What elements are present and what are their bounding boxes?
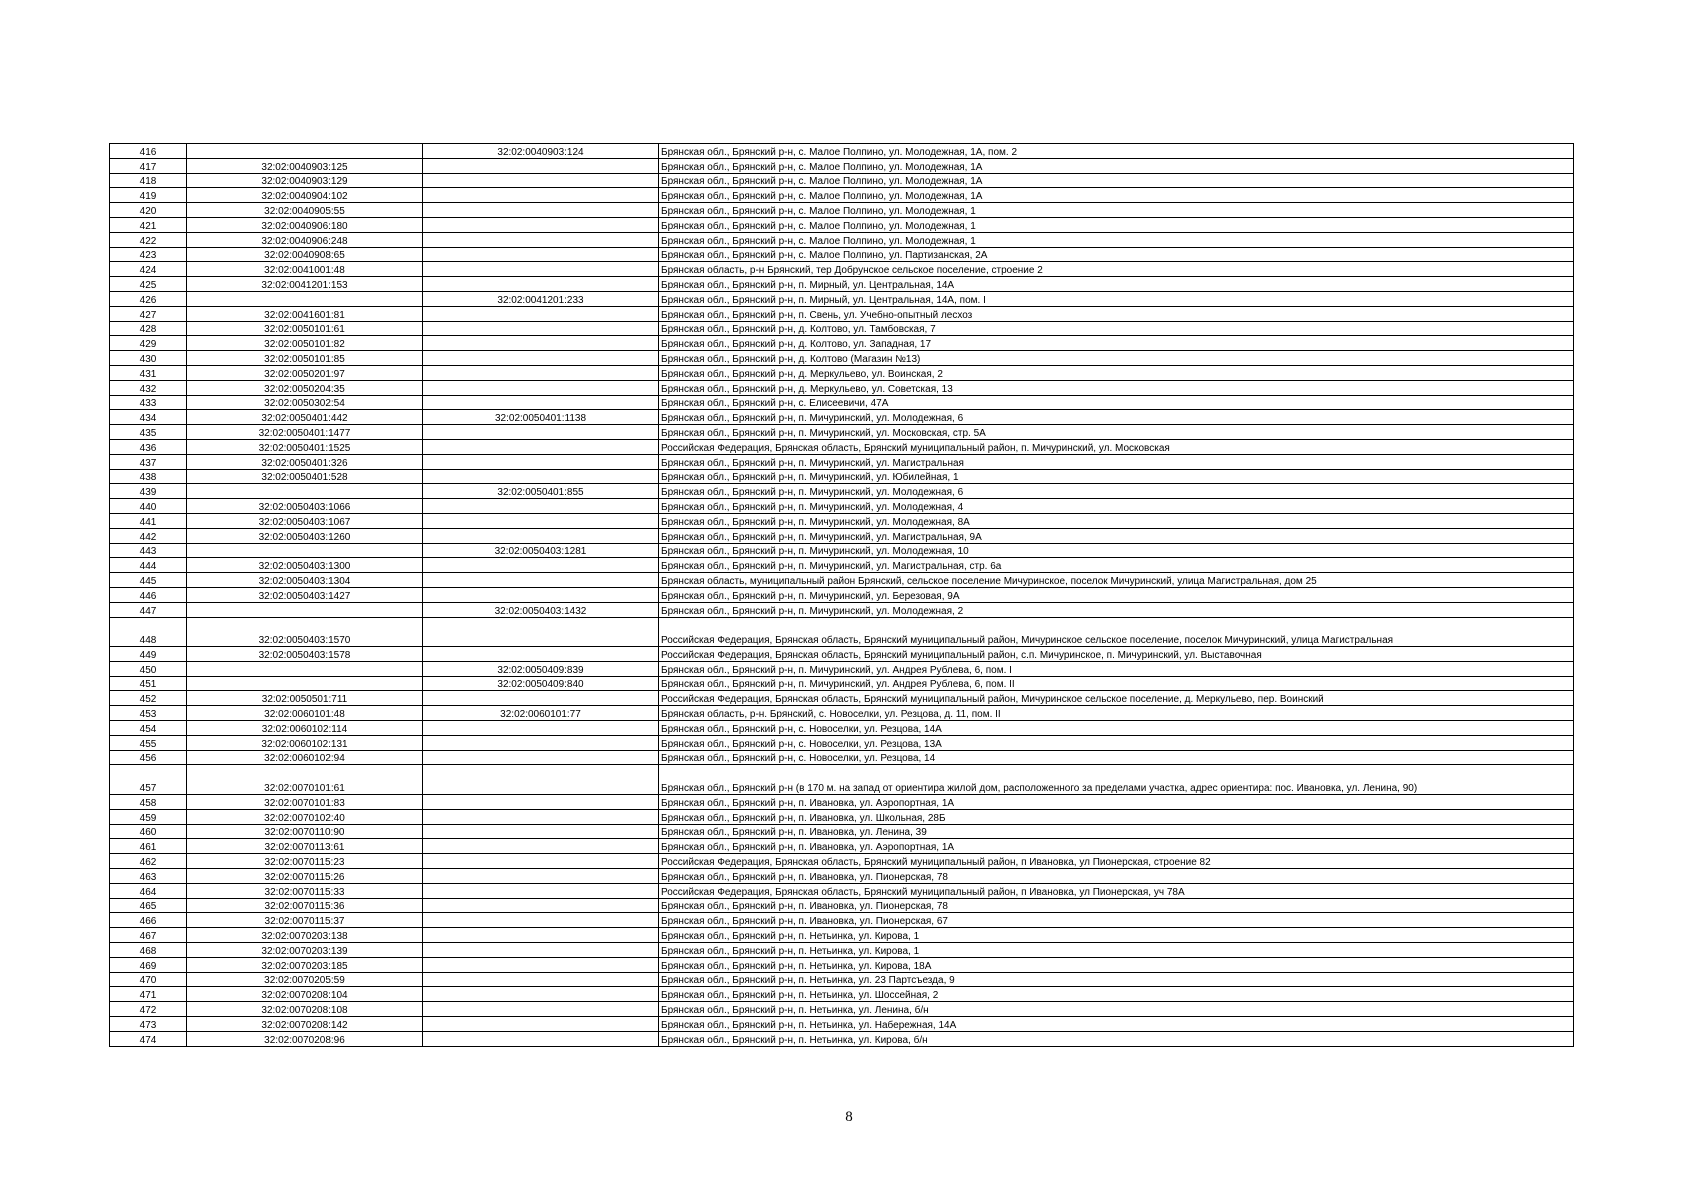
- row-number-cell: 432: [110, 380, 187, 395]
- table-row: [110, 262, 1574, 277]
- cadastral-number-cell: 32:02:0070113:61: [187, 839, 423, 854]
- address-cell: Брянская обл., Брянский р-н, п. Мичуринский, ул. Юбилейная, 1: [659, 469, 1574, 484]
- cadastral-number-cell: 32:02:0060102:114: [187, 721, 423, 736]
- address-cell: Брянская обл., Брянский р-н, п. Нетьинка, ул. Кирова, 1: [659, 928, 1574, 943]
- address-cell: Брянская обл., Брянский р-н, с. Малое Полпино, ул. Молодежная, 1: [659, 232, 1574, 247]
- table-row: [110, 869, 1574, 884]
- table-row: [110, 972, 1574, 987]
- row-number-cell: 447: [110, 602, 187, 617]
- row-number-cell: 419: [110, 188, 187, 203]
- cadastral-number-cell: 32:02:0070208:96: [187, 1031, 423, 1046]
- table-row: [110, 380, 1574, 395]
- row-number-cell: 427: [110, 306, 187, 321]
- building-cadastral-number-cell: [423, 247, 659, 262]
- address-cell: Брянская обл., Брянский р-н, п. Мичуринский, ул. Магистральная, 9А: [659, 528, 1574, 543]
- table-row: [110, 543, 1574, 558]
- building-cadastral-number-cell: [423, 232, 659, 247]
- address-cell: Брянская обл., Брянский р-н, п. Мичуринский, ул. Андрея Рублева, 6, пом. II: [659, 676, 1574, 691]
- building-cadastral-number-cell: [423, 203, 659, 218]
- address-cell: Брянская обл., Брянский р-н, п. Мичуринский, ул. Молодежная, 6: [659, 484, 1574, 499]
- address-cell: Брянская обл., Брянский р-н, д. Колтово (Магазин №13): [659, 351, 1574, 366]
- table-row: [110, 987, 1574, 1002]
- building-cadastral-number-cell: [423, 217, 659, 232]
- address-cell: Брянская обл., Брянский р-н, п. Мичуринский, ул. Березовая, 9А: [659, 587, 1574, 602]
- table-row: [110, 602, 1574, 617]
- row-number-cell: 445: [110, 573, 187, 588]
- row-number-cell: 458: [110, 795, 187, 810]
- cadastral-number-cell: 32:02:0070115:26: [187, 869, 423, 884]
- cadastral-number-cell: 32:02:0050302:54: [187, 395, 423, 410]
- row-number-cell: 439: [110, 484, 187, 499]
- building-cadastral-number-cell: [423, 721, 659, 736]
- table-row: [110, 173, 1574, 188]
- address-cell: Брянская обл., Брянский р-н, п. Нетьинка, ул. 23 Партсъезда, 9: [659, 972, 1574, 987]
- building-cadastral-number-cell: 32:02:0040903:124: [423, 144, 659, 159]
- building-cadastral-number-cell: [423, 277, 659, 292]
- row-number-cell: 426: [110, 291, 187, 306]
- cadastral-number-cell: [187, 291, 423, 306]
- cadastral-number-cell: 32:02:0070203:138: [187, 928, 423, 943]
- cadastral-number-cell: 32:02:0050101:82: [187, 336, 423, 351]
- address-cell: Российская Федерация, Брянская область, Брянский муниципальный район, с.п. Мичуринское, п. Мичуринский, ул. Выставочная: [659, 647, 1574, 662]
- cadastral-number-cell: 32:02:0070101:61: [187, 765, 423, 795]
- address-cell: Брянская обл., Брянский р-н, с. Елисеевичи, 47А: [659, 395, 1574, 410]
- address-cell: Брянская обл., Брянский р-н, п. Ивановка, ул. Аэропортная, 1А: [659, 795, 1574, 810]
- table-row: [110, 661, 1574, 676]
- table-row: [110, 306, 1574, 321]
- cadastral-number-cell: 32:02:0050101:85: [187, 351, 423, 366]
- address-cell: Российская Федерация, Брянская область, Брянский муниципальный район, п Ивановка, ул Пионерская, уч 78А: [659, 883, 1574, 898]
- table-row: [110, 158, 1574, 173]
- cadastral-number-cell: 32:02:0050401:1525: [187, 439, 423, 454]
- address-cell: Брянская обл., Брянский р-н, п. Свень, ул. Учебно-опытный лесхоз: [659, 306, 1574, 321]
- row-number-cell: 456: [110, 750, 187, 765]
- table-row: [110, 617, 1574, 647]
- row-number-cell: 454: [110, 721, 187, 736]
- table-row: [110, 928, 1574, 943]
- building-cadastral-number-cell: [423, 587, 659, 602]
- table-row: [110, 469, 1574, 484]
- row-number-cell: 436: [110, 439, 187, 454]
- building-cadastral-number-cell: [423, 558, 659, 573]
- cadastral-number-cell: 32:02:0040905:55: [187, 203, 423, 218]
- cadastral-number-cell: 32:02:0050101:61: [187, 321, 423, 336]
- building-cadastral-number-cell: [423, 765, 659, 795]
- address-cell: Брянская обл., Брянский р-н, с. Новоселки, ул. Резцова, 14: [659, 750, 1574, 765]
- address-cell: Брянская обл., Брянский р-н, д. Меркульево, ул. Советская, 13: [659, 380, 1574, 395]
- address-cell: Брянская обл., Брянский р-н, п. Мичуринский, ул. Молодежная, 10: [659, 543, 1574, 558]
- row-number-cell: 448: [110, 617, 187, 647]
- cadastral-number-cell: 32:02:0050403:1066: [187, 499, 423, 514]
- address-cell: Брянская обл., Брянский р-н, п. Мичуринский, ул. Молодежная, 8А: [659, 513, 1574, 528]
- cadastral-number-cell: 32:02:0070110:90: [187, 824, 423, 839]
- row-number-cell: 424: [110, 262, 187, 277]
- row-number-cell: 418: [110, 173, 187, 188]
- row-number-cell: 442: [110, 528, 187, 543]
- address-cell: Брянская обл., Брянский р-н, с. Малое Полпино, ул. Молодежная, 1А: [659, 158, 1574, 173]
- table-row: [110, 824, 1574, 839]
- cadastral-number-cell: 32:02:0050403:1427: [187, 587, 423, 602]
- building-cadastral-number-cell: [423, 336, 659, 351]
- table-row: [110, 795, 1574, 810]
- building-cadastral-number-cell: 32:02:0050403:1281: [423, 543, 659, 558]
- property-table-body: [110, 144, 1574, 1047]
- building-cadastral-number-cell: [423, 1002, 659, 1017]
- row-number-cell: 431: [110, 365, 187, 380]
- building-cadastral-number-cell: [423, 528, 659, 543]
- address-cell: Брянская обл., Брянский р-н, с. Малое Полпино, ул. Молодежная, 1: [659, 203, 1574, 218]
- cadastral-number-cell: 32:02:0050401:326: [187, 454, 423, 469]
- cadastral-number-cell: 32:02:0040904:102: [187, 188, 423, 203]
- table-row: [110, 943, 1574, 958]
- cadastral-number-cell: 32:02:0070203:139: [187, 943, 423, 958]
- row-number-cell: 440: [110, 499, 187, 514]
- address-cell: Брянская обл., Брянский р-н, с. Малое Полпино, ул. Молодежная, 1: [659, 217, 1574, 232]
- address-cell: Брянская область, р-н Брянский, тер Добрунское сельское поселение, строение 2: [659, 262, 1574, 277]
- building-cadastral-number-cell: [423, 883, 659, 898]
- address-cell: Брянская обл., Брянский р-н, с. Малое Полпино, ул. Молодежная, 1А: [659, 173, 1574, 188]
- table-row: [110, 188, 1574, 203]
- cadastral-number-cell: 32:02:0070115:36: [187, 898, 423, 913]
- building-cadastral-number-cell: [423, 513, 659, 528]
- cadastral-number-cell: 32:02:0070115:33: [187, 883, 423, 898]
- address-cell: Брянская обл., Брянский р-н, д. Колтово, ул. Западная, 17: [659, 336, 1574, 351]
- address-cell: Брянская обл., Брянский р-н, п. Мирный, ул. Центральная, 14А: [659, 277, 1574, 292]
- row-number-cell: 455: [110, 735, 187, 750]
- building-cadastral-number-cell: 32:02:0050409:840: [423, 676, 659, 691]
- row-number-cell: 444: [110, 558, 187, 573]
- address-cell: Брянская область, муниципальный район Брянский, сельское поселение Мичуринское, поселок Мичуринский, улица Магистральная, дом 25: [659, 573, 1574, 588]
- cadastral-number-cell: 32:02:0070102:40: [187, 809, 423, 824]
- address-cell: Брянская обл., Брянский р-н, п. Мичуринский, ул. Молодежная, 6: [659, 410, 1574, 425]
- address-cell: Российская Федерация, Брянская область, Брянский муниципальный район, п Ивановка, ул Пионерская, строение 82: [659, 854, 1574, 869]
- row-number-cell: 463: [110, 869, 187, 884]
- row-number-cell: 451: [110, 676, 187, 691]
- row-number-cell: 471: [110, 987, 187, 1002]
- row-number-cell: 434: [110, 410, 187, 425]
- table-row: [110, 232, 1574, 247]
- building-cadastral-number-cell: [423, 869, 659, 884]
- table-row: [110, 1017, 1574, 1032]
- table-row: [110, 647, 1574, 662]
- building-cadastral-number-cell: [423, 898, 659, 913]
- address-cell: Брянская обл., Брянский р-н, с. Малое Полпино, ул. Молодежная, 1А, пом. 2: [659, 144, 1574, 159]
- row-number-cell: 450: [110, 661, 187, 676]
- cadastral-number-cell: 32:02:0050403:1570: [187, 617, 423, 647]
- row-number-cell: 437: [110, 454, 187, 469]
- building-cadastral-number-cell: [423, 173, 659, 188]
- cadastral-number-cell: 32:02:0070115:37: [187, 913, 423, 928]
- address-cell: Брянская обл., Брянский р-н, п. Ивановка, ул. Аэропортная, 1А: [659, 839, 1574, 854]
- address-cell: Брянская обл., Брянский р-н, п. Мичуринский, ул. Магистральная: [659, 454, 1574, 469]
- address-cell: Российская Федерация, Брянская область, Брянский муниципальный район, п. Мичуринский, ул. Московская: [659, 439, 1574, 454]
- address-cell: Брянская обл., Брянский р-н, п. Нетьинка, ул. Ленина, б/н: [659, 1002, 1574, 1017]
- row-number-cell: 417: [110, 158, 187, 173]
- table-row: [110, 217, 1574, 232]
- row-number-cell: 425: [110, 277, 187, 292]
- table-row: [110, 898, 1574, 913]
- table-row: [110, 735, 1574, 750]
- cadastral-number-cell: 32:02:0050403:1067: [187, 513, 423, 528]
- cadastral-number-cell: [187, 144, 423, 159]
- row-number-cell: 416: [110, 144, 187, 159]
- address-cell: Брянская обл., Брянский р-н, п. Ивановка, ул. Пионерская, 67: [659, 913, 1574, 928]
- row-number-cell: 449: [110, 647, 187, 662]
- building-cadastral-number-cell: [423, 1031, 659, 1046]
- cadastral-number-cell: [187, 676, 423, 691]
- address-cell: Брянская обл., Брянский р-н, п. Ивановка, ул. Пионерская, 78: [659, 898, 1574, 913]
- table-row: [110, 913, 1574, 928]
- table-row: [110, 765, 1574, 795]
- building-cadastral-number-cell: [423, 987, 659, 1002]
- cadastral-number-cell: 32:02:0070101:83: [187, 795, 423, 810]
- cadastral-number-cell: 32:02:0050401:528: [187, 469, 423, 484]
- row-number-cell: 472: [110, 1002, 187, 1017]
- building-cadastral-number-cell: [423, 306, 659, 321]
- row-number-cell: 469: [110, 957, 187, 972]
- table-row: [110, 587, 1574, 602]
- table-row: [110, 721, 1574, 736]
- table-row: [110, 395, 1574, 410]
- building-cadastral-number-cell: [423, 573, 659, 588]
- cadastral-number-cell: 32:02:0050401:442: [187, 410, 423, 425]
- cadastral-number-cell: 32:02:0050403:1300: [187, 558, 423, 573]
- table-row: [110, 809, 1574, 824]
- address-cell: Брянская обл., Брянский р-н, с. Новоселки, ул. Резцова, 13А: [659, 735, 1574, 750]
- building-cadastral-number-cell: [423, 617, 659, 647]
- cadastral-number-cell: [187, 484, 423, 499]
- table-row: [110, 321, 1574, 336]
- building-cadastral-number-cell: [423, 957, 659, 972]
- row-number-cell: 462: [110, 854, 187, 869]
- address-cell: Брянская обл., Брянский р-н, п. Ивановка, ул. Пионерская, 78: [659, 869, 1574, 884]
- table-row: [110, 706, 1574, 721]
- address-cell: Брянская обл., Брянский р-н, п. Нетьинка, ул. Кирова, 18А: [659, 957, 1574, 972]
- address-cell: Брянская обл., Брянский р-н, п. Мичуринский, ул. Молодежная, 4: [659, 499, 1574, 514]
- row-number-cell: 473: [110, 1017, 187, 1032]
- table-row: [110, 410, 1574, 425]
- row-number-cell: 429: [110, 336, 187, 351]
- row-number-cell: 461: [110, 839, 187, 854]
- cadastral-number-cell: 32:02:0040903:125: [187, 158, 423, 173]
- row-number-cell: 464: [110, 883, 187, 898]
- row-number-cell: 468: [110, 943, 187, 958]
- building-cadastral-number-cell: 32:02:0050403:1432: [423, 602, 659, 617]
- building-cadastral-number-cell: [423, 380, 659, 395]
- table-row: [110, 1002, 1574, 1017]
- address-cell: Брянская обл., Брянский р-н, п. Нетьинка, ул. Набережная, 14А: [659, 1017, 1574, 1032]
- address-cell: Брянская обл., Брянский р-н, д. Меркульево, ул. Воинская, 2: [659, 365, 1574, 380]
- cadastral-number-cell: 32:02:0040906:248: [187, 232, 423, 247]
- table-row: [110, 499, 1574, 514]
- row-number-cell: 453: [110, 706, 187, 721]
- building-cadastral-number-cell: [423, 469, 659, 484]
- row-number-cell: 430: [110, 351, 187, 366]
- building-cadastral-number-cell: [423, 824, 659, 839]
- row-number-cell: 422: [110, 232, 187, 247]
- building-cadastral-number-cell: [423, 735, 659, 750]
- building-cadastral-number-cell: [423, 647, 659, 662]
- address-cell: Брянская обл., Брянский р-н (в 170 м. на запад от ориентира жилой дом, расположенного за пределами участка, адрес ориентира: пос. Ивановка, ул. Ленина, 90): [659, 765, 1574, 795]
- address-cell: Брянская обл., Брянский р-н, с. Новоселки, ул. Резцова, 14А: [659, 721, 1574, 736]
- building-cadastral-number-cell: [423, 913, 659, 928]
- row-number-cell: 435: [110, 425, 187, 440]
- row-number-cell: 428: [110, 321, 187, 336]
- building-cadastral-number-cell: [423, 439, 659, 454]
- table-row: [110, 277, 1574, 292]
- cadastral-number-cell: 32:02:0040903:129: [187, 173, 423, 188]
- table-row: [110, 144, 1574, 159]
- cadastral-number-cell: 32:02:0050204:35: [187, 380, 423, 395]
- building-cadastral-number-cell: [423, 321, 659, 336]
- row-number-cell: 421: [110, 217, 187, 232]
- cadastral-number-cell: [187, 661, 423, 676]
- cadastral-number-cell: 32:02:0070115:23: [187, 854, 423, 869]
- address-cell: Брянская область, р-н. Брянский, с. Новоселки, ул. Резцова, д. 11, пом. II: [659, 706, 1574, 721]
- table-row: [110, 336, 1574, 351]
- row-number-cell: 457: [110, 765, 187, 795]
- building-cadastral-number-cell: [423, 395, 659, 410]
- cadastral-number-cell: 32:02:0050201:97: [187, 365, 423, 380]
- address-cell: Брянская обл., Брянский р-н, п. Нетьинка, ул. Шоссейная, 2: [659, 987, 1574, 1002]
- table-row: [110, 439, 1574, 454]
- table-row: [110, 676, 1574, 691]
- building-cadastral-number-cell: 32:02:0050401:855: [423, 484, 659, 499]
- table-row: [110, 247, 1574, 262]
- cadastral-number-cell: 32:02:0041601:81: [187, 306, 423, 321]
- table-row: [110, 203, 1574, 218]
- building-cadastral-number-cell: [423, 454, 659, 469]
- address-cell: Брянская обл., Брянский р-н, п. Нетьинка, ул. Кирова, б/н: [659, 1031, 1574, 1046]
- row-number-cell: 467: [110, 928, 187, 943]
- building-cadastral-number-cell: [423, 1017, 659, 1032]
- row-number-cell: 460: [110, 824, 187, 839]
- building-cadastral-number-cell: [423, 928, 659, 943]
- page-number: 8: [845, 1109, 853, 1125]
- address-cell: Брянская обл., Брянский р-н, д. Колтово, ул. Тамбовская, 7: [659, 321, 1574, 336]
- row-number-cell: 438: [110, 469, 187, 484]
- address-cell: Российская Федерация, Брянская область, Брянский муниципальный район, Мичуринское сельское поселение, д. Меркульево, пер. Воинский: [659, 691, 1574, 706]
- building-cadastral-number-cell: [423, 262, 659, 277]
- cadastral-number-cell: 32:02:0050403:1304: [187, 573, 423, 588]
- address-cell: Брянская обл., Брянский р-н, п. Мирный, ул. Центральная, 14А, пом. I: [659, 291, 1574, 306]
- building-cadastral-number-cell: [423, 854, 659, 869]
- building-cadastral-number-cell: [423, 691, 659, 706]
- cadastral-number-cell: 32:02:0040906:180: [187, 217, 423, 232]
- cadastral-number-cell: 32:02:0070205:59: [187, 972, 423, 987]
- table-row: [110, 513, 1574, 528]
- table-row: [110, 573, 1574, 588]
- cadastral-number-cell: 32:02:0060101:48: [187, 706, 423, 721]
- cadastral-number-cell: 32:02:0060102:94: [187, 750, 423, 765]
- building-cadastral-number-cell: [423, 365, 659, 380]
- table-row: [110, 750, 1574, 765]
- building-cadastral-number-cell: [423, 839, 659, 854]
- address-cell: Брянская обл., Брянский р-н, с. Малое Полпино, ул. Партизанская, 2А: [659, 247, 1574, 262]
- row-number-cell: 420: [110, 203, 187, 218]
- table-row: [110, 351, 1574, 366]
- table-row: [110, 528, 1574, 543]
- cadastral-number-cell: 32:02:0041001:48: [187, 262, 423, 277]
- property-table: [109, 143, 1574, 1047]
- cadastral-number-cell: 32:02:0050403:1578: [187, 647, 423, 662]
- table-row: [110, 691, 1574, 706]
- address-cell: Брянская обл., Брянский р-н, п. Ивановка, ул. Ленина, 39: [659, 824, 1574, 839]
- address-cell: Брянская обл., Брянский р-н, п. Мичуринский, ул. Московская, стр. 5А: [659, 425, 1574, 440]
- cadastral-number-cell: 32:02:0060102:131: [187, 735, 423, 750]
- row-number-cell: 466: [110, 913, 187, 928]
- table-row: [110, 558, 1574, 573]
- cadastral-number-cell: 32:02:0070208:142: [187, 1017, 423, 1032]
- cadastral-number-cell: 32:02:0070203:185: [187, 957, 423, 972]
- address-cell: Российская Федерация, Брянская область, Брянский муниципальный район, Мичуринское сельское поселение, поселок Мичуринский, улица Магистральная: [659, 617, 1574, 647]
- building-cadastral-number-cell: [423, 158, 659, 173]
- building-cadastral-number-cell: [423, 750, 659, 765]
- address-cell: Брянская обл., Брянский р-н, п. Нетьинка, ул. Кирова, 1: [659, 943, 1574, 958]
- table-row: [110, 365, 1574, 380]
- table-row: [110, 854, 1574, 869]
- cadastral-number-cell: 32:02:0070208:108: [187, 1002, 423, 1017]
- cadastral-number-cell: 32:02:0070208:104: [187, 987, 423, 1002]
- building-cadastral-number-cell: [423, 499, 659, 514]
- row-number-cell: 465: [110, 898, 187, 913]
- row-number-cell: 441: [110, 513, 187, 528]
- row-number-cell: 470: [110, 972, 187, 987]
- building-cadastral-number-cell: [423, 809, 659, 824]
- cadastral-number-cell: 32:02:0041201:153: [187, 277, 423, 292]
- building-cadastral-number-cell: 32:02:0050401:1138: [423, 410, 659, 425]
- address-cell: Брянская обл., Брянский р-н, п. Мичуринский, ул. Молодежная, 2: [659, 602, 1574, 617]
- cadastral-number-cell: [187, 602, 423, 617]
- row-number-cell: 474: [110, 1031, 187, 1046]
- building-cadastral-number-cell: 32:02:0050409:839: [423, 661, 659, 676]
- table-row: [110, 484, 1574, 499]
- building-cadastral-number-cell: [423, 351, 659, 366]
- cadastral-number-cell: 32:02:0050403:1260: [187, 528, 423, 543]
- building-cadastral-number-cell: 32:02:0060101:77: [423, 706, 659, 721]
- row-number-cell: 446: [110, 587, 187, 602]
- building-cadastral-number-cell: [423, 943, 659, 958]
- table-row: [110, 957, 1574, 972]
- cadastral-number-cell: 32:02:0050501:711: [187, 691, 423, 706]
- building-cadastral-number-cell: 32:02:0041201:233: [423, 291, 659, 306]
- address-cell: Брянская обл., Брянский р-н, п. Мичуринский, ул. Магистральная, стр. 6а: [659, 558, 1574, 573]
- address-cell: Брянская обл., Брянский р-н, п. Мичуринский, ул. Андрея Рублева, 6, пом. I: [659, 661, 1574, 676]
- building-cadastral-number-cell: [423, 188, 659, 203]
- row-number-cell: 452: [110, 691, 187, 706]
- building-cadastral-number-cell: [423, 972, 659, 987]
- table-row: [110, 425, 1574, 440]
- cadastral-number-cell: 32:02:0040908:65: [187, 247, 423, 262]
- table-row: [110, 454, 1574, 469]
- address-cell: Брянская обл., Брянский р-н, п. Ивановка, ул. Школьная, 28Б: [659, 809, 1574, 824]
- table-row: [110, 1031, 1574, 1046]
- address-cell: Брянская обл., Брянский р-н, с. Малое Полпино, ул. Молодежная, 1А: [659, 188, 1574, 203]
- cadastral-number-cell: [187, 543, 423, 558]
- building-cadastral-number-cell: [423, 795, 659, 810]
- row-number-cell: 443: [110, 543, 187, 558]
- table-row: [110, 883, 1574, 898]
- row-number-cell: 423: [110, 247, 187, 262]
- building-cadastral-number-cell: [423, 425, 659, 440]
- cadastral-number-cell: 32:02:0050401:1477: [187, 425, 423, 440]
- row-number-cell: 433: [110, 395, 187, 410]
- row-number-cell: 459: [110, 809, 187, 824]
- table-row: [110, 839, 1574, 854]
- table-row: [110, 291, 1574, 306]
